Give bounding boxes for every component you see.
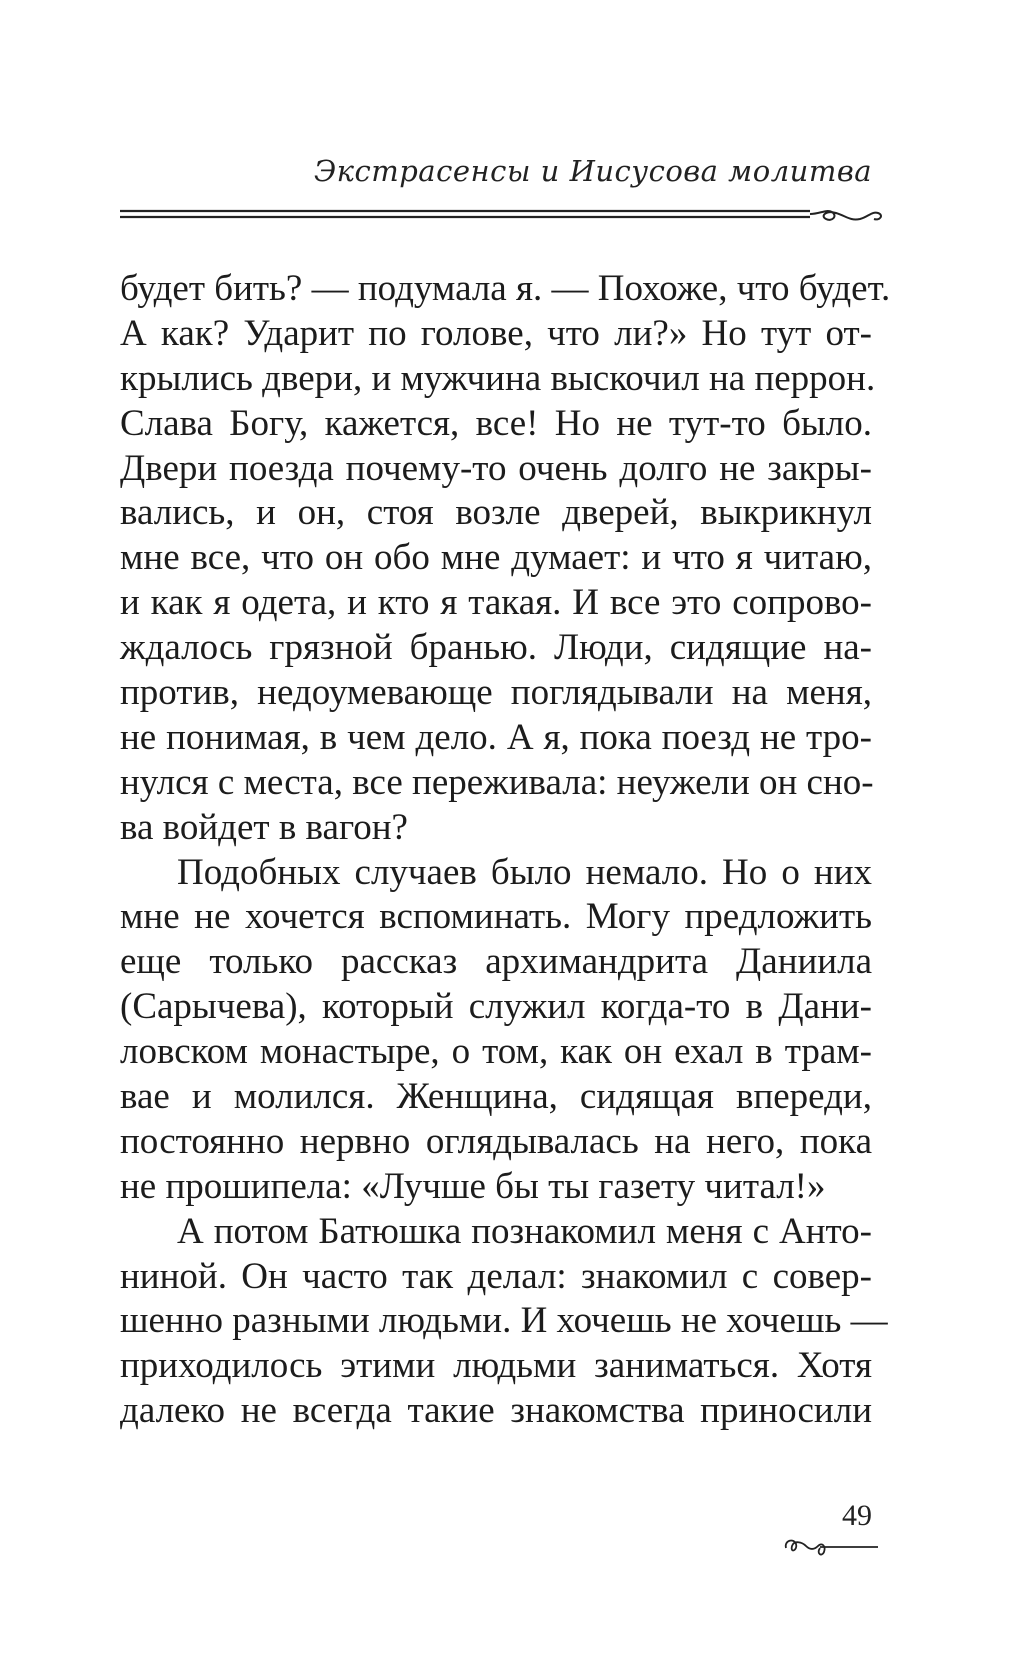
text-line: А потом Батюшка познакомил меня с Анто- [177,1210,872,1252]
text-line: мне не хочется вспоминать. Могу предложить [120,896,872,938]
footer-ornament-rule [780,1532,880,1566]
text-line: ловском монастыре, о том, как он ехал в трам- [120,1031,872,1073]
text-line: против, недоумевающе поглядывали на меня, [120,672,872,714]
body-text [120,267,891,1434]
text-line: еще только рассказ архимандрита Даниила [120,941,872,983]
text-line: приходилось этими людьми заниматься. Хотя [120,1345,872,1387]
text-line: ниной. Он часто так делал: знакомил с совер- [120,1255,872,1297]
text-line: мне все, что он обо мне думает: и что я читаю, [120,537,872,579]
text-line: Подобных случаев было немало. Но о них [177,851,872,893]
text-line: и как я одета, и кто я такая. И все это сопрово- [120,582,872,624]
text-line: А как? Ударит по голове, что ли?» Но тут от- [120,312,872,354]
running-head: Экстрасенсы и Иисусова молитва [313,154,872,188]
text-line: (Сарычева), который служил когда-то в Дани- [120,986,872,1028]
text-line: Двери поезда почему-то очень долго не закры- [120,447,872,489]
text-line: ждалось грязной бранью. Люди, сидящие на- [120,627,872,669]
text-line: вались, и он, стоя возле дверей, выкрикнул [120,492,872,534]
text-line: Слава Богу, кажется, все! Но не тут-то было. [120,402,872,444]
text-line: постоянно нервно оглядывалась на него, пока [120,1120,872,1162]
text-line: не прошипела: «Лучше бы ты газету читал!» [120,1165,826,1207]
header-ornament-rule [120,207,920,247]
text-line: нулся с места, все переживала: неужели он сно- [120,761,874,803]
page-number: 49 [842,1499,872,1532]
text-line: будет бить? — подумала я. — Похоже, что будет. [120,268,891,309]
text-line: шенно разными людьми. И хочешь не хочешь — [120,1300,888,1342]
text-line: крылись двери, и мужчина выскочил на перрон. [120,357,876,399]
text-line: ва войдет в вагон? [120,806,408,848]
text-line: далеко не всегда такие знакомства приносили [120,1390,872,1432]
text-line: не понимая, в чем дело. А я, пока поезд не тро- [120,716,872,758]
text-line: вае и молился. Женщина, сидящая впереди, [120,1076,872,1118]
